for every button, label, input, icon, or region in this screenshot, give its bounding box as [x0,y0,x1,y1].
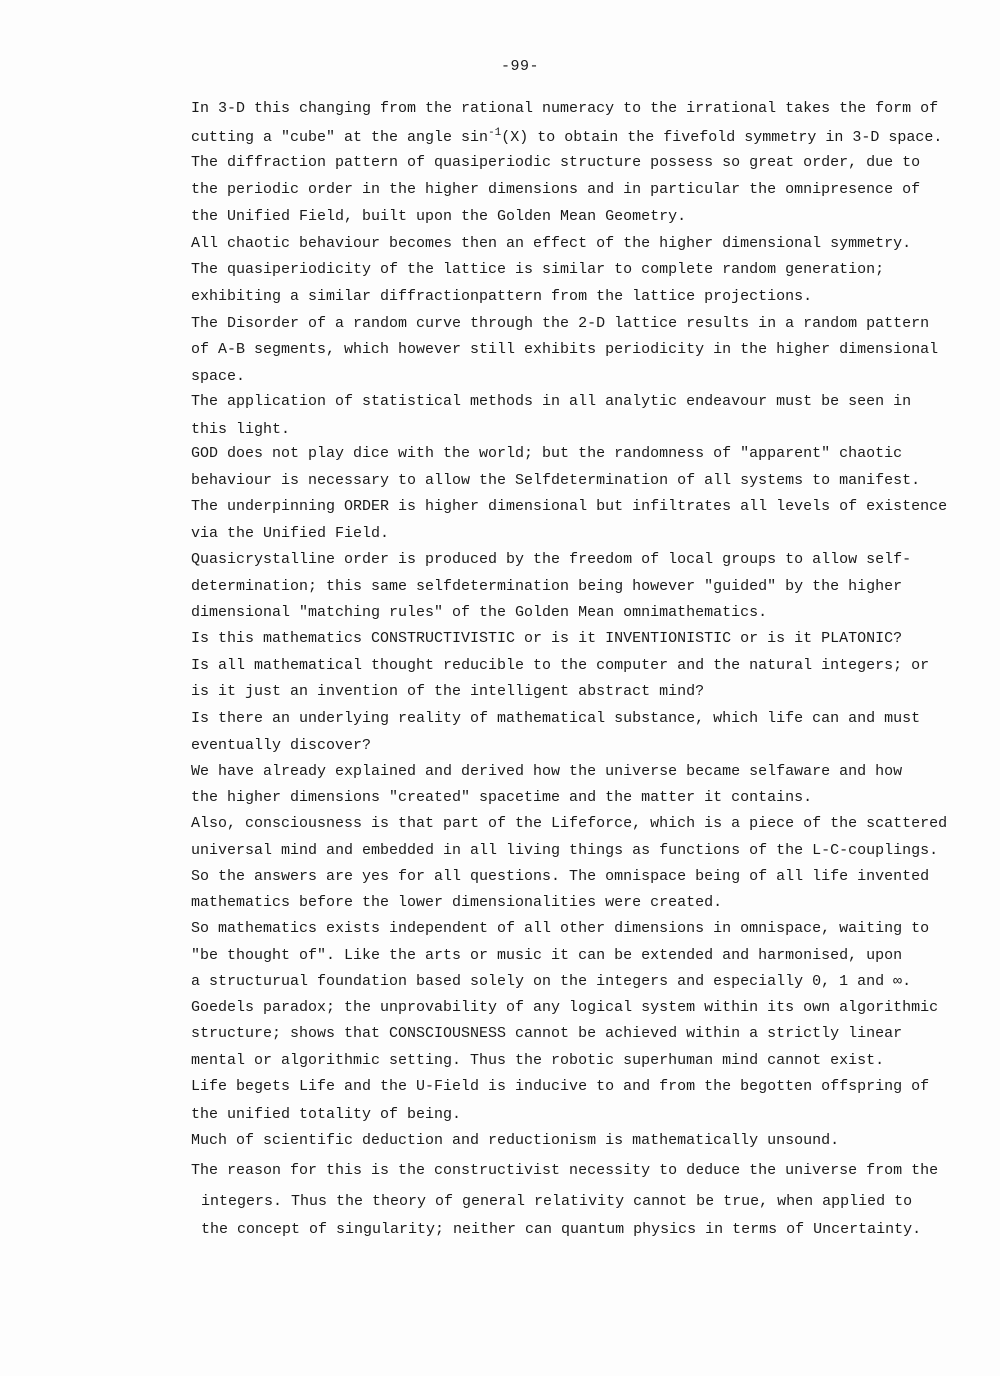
text-line: dimensional "matching rules" of the Golden Mean omnimathematics. [191,604,768,621]
text-line: Much of scientific deduction and reductionism is mathematically unsound. [191,1132,840,1149]
text-line: behaviour is necessary to allow the Selfdetermination of all systems to manifest. [191,472,921,489]
text-line: So mathematics exists independent of all other dimensions in omnispace, waiting to [191,920,930,937]
text-line: the unified totality of being. [191,1106,462,1123]
text-line-part: cutting a "cube" at the angle sin [191,129,489,146]
text-line: Is there an underlying reality of mathematical substance, which life can and must [191,710,921,727]
text-line: mathematics before the lower dimensionalities were created. [191,894,723,911]
text-line [191,129,942,147]
text-line: The reason for this is the constructivist necessity to deduce the universe from the [191,1162,939,1179]
text-line: Quasicrystalline order is produced by the freedom of local groups to allow self- [191,551,912,568]
text-line: universal mind and embedded in all living things as functions of the L-C-couplings. [191,842,939,859]
text-line: the Unified Field, built upon the Golden Mean Geometry. [191,208,687,225]
text-line: Is all mathematical thought reducible to the computer and the natural integers; or [191,657,930,674]
text-line: The application of statistical methods in all analytic endeavour must be seen in [191,393,912,410]
text-line: Life begets Life and the U-Field is inducive to and from the begotten offspring of [191,1078,930,1095]
superscript: -1 [488,127,502,139]
text-line: Is this mathematics CONSTRUCTIVISTIC or is it INVENTIONISTIC or is it PLATONIC? [191,630,903,647]
text-line: this light. [191,421,291,438]
text-line: space. [191,368,246,385]
text-line: structure; shows that CONSCIOUSNESS cannot be achieved within a strictly linear [191,1025,903,1042]
text-line-part: (X) to obtain the fivefold symmetry in 3-D space. [501,129,943,146]
page-number: -99- [500,58,539,75]
text-line: a structurual foundation based solely on the integers and especially 0, 1 and ∞. [191,973,912,990]
text-line: The underpinning ORDER is higher dimensional but infiltrates all levels of existence [191,498,948,515]
text-line: of A-B segments, which however still exhibits periodicity in the higher dimensional [191,341,939,358]
text-line: integers. Thus the theory of general relativity cannot be true, when applied to [201,1193,913,1210]
text-line: So the answers are yes for all questions. The omnispace being of all life invented [191,868,930,885]
text-line: via the Unified Field. [191,525,390,542]
text-line: determination; this same selfdetermination being however "guided" by the higher [191,578,903,595]
text-line: the concept of singularity; neither can quantum physics in terms of Uncertainty. [201,1221,922,1238]
text-line: The Disorder of a random curve through the 2-D lattice results in a random pattern [191,315,930,332]
text-line: Goedels paradox; the unprovability of any logical system within its own algorithmic [191,999,939,1016]
text-line: the periodic order in the higher dimensions and in particular the omnipresence of [191,181,921,198]
text-line: The diffraction pattern of quasiperiodic structure possess so great order, due to [191,154,921,171]
text-line: GOD does not play dice with the world; but the randomness of "apparent" chaotic [191,445,903,462]
text-line: is it just an invention of the intelligent abstract mind? [191,683,705,700]
text-line: eventually discover? [191,737,372,754]
text-line: Also, consciousness is that part of the Lifeforce, which is a piece of the scattered [191,815,948,832]
text-line: mental or algorithmic setting. Thus the robotic superhuman mind cannot exist. [191,1052,885,1069]
text-line: "be thought of". Like the arts or music it can be extended and harmonised, upon [191,947,903,964]
text-line: the higher dimensions "created" spacetime and the matter it contains. [191,789,813,806]
text-line: The quasiperiodicity of the lattice is similar to complete random generation; [191,261,885,278]
text-line: In 3-D this changing from the rational numeracy to the irrational takes the form of [191,100,939,117]
text-line: We have already explained and derived how the universe became selfaware and how [191,763,903,780]
text-line: All chaotic behaviour becomes then an effect of the higher dimensional symmetry. [191,235,912,252]
text-line: exhibiting a similar diffractionpattern from the lattice projections. [191,288,813,305]
